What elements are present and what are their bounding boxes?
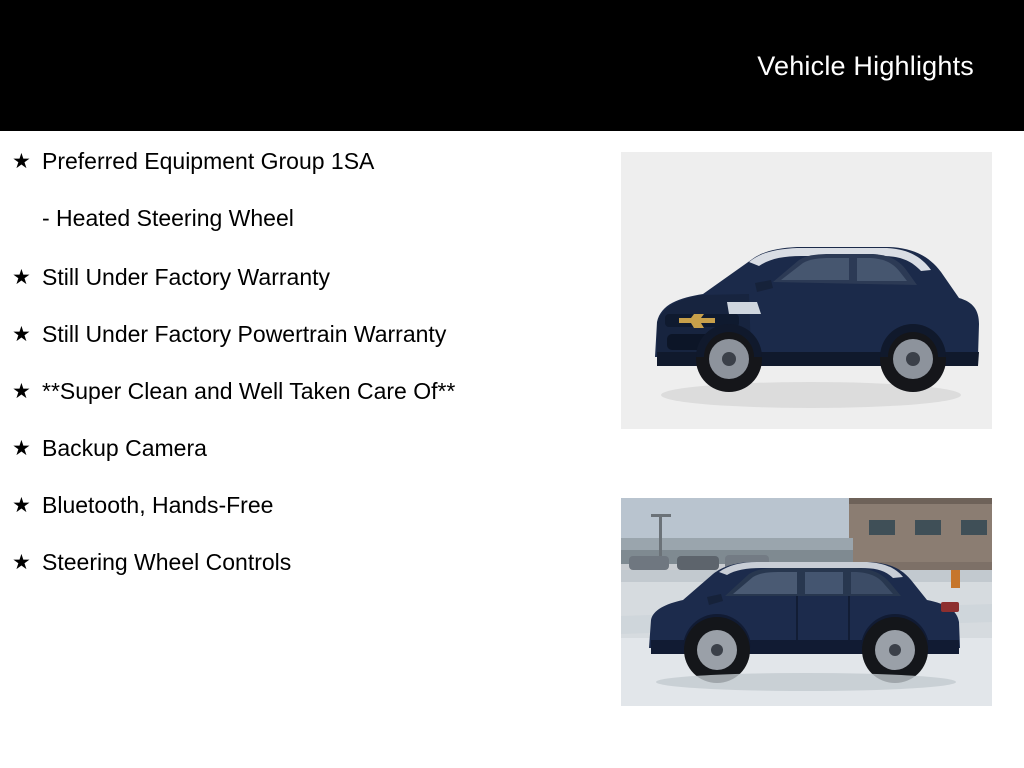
list-item-label: Bluetooth, Hands-Free [42, 492, 274, 518]
star-icon: ★ [12, 437, 31, 460]
list-item [0, 375, 600, 408]
star-icon: ★ [12, 323, 31, 346]
vehicle-studio-photo [621, 152, 992, 429]
list-item [0, 432, 600, 465]
star-icon: ★ [12, 380, 31, 403]
list-item [0, 318, 600, 351]
star-icon: ★ [12, 266, 31, 289]
list-item-label: Backup Camera [42, 435, 207, 461]
list-item-label: Still Under Factory Warranty [42, 264, 330, 290]
list-item [0, 145, 600, 178]
list-item [0, 546, 600, 579]
vehicle-highlights-list [0, 145, 600, 603]
header-bar [0, 0, 1024, 131]
list-item-label: **Super Clean and Well Taken Care Of** [42, 378, 456, 404]
list-item-label: Preferred Equipment Group 1SA [42, 148, 375, 174]
star-icon: ★ [12, 551, 31, 574]
page-title: Vehicle Highlights [757, 51, 974, 81]
star-icon: ★ [12, 150, 31, 173]
list-item [0, 202, 600, 235]
vehicle-lot-photo [621, 498, 992, 706]
list-item [0, 489, 600, 522]
list-item-label: Still Under Factory Powertrain Warranty [42, 321, 447, 347]
list-item [0, 261, 600, 294]
list-item-label: Steering Wheel Controls [42, 549, 292, 575]
star-icon: ★ [12, 494, 31, 517]
list-item-label: - Heated Steering Wheel [42, 205, 294, 231]
